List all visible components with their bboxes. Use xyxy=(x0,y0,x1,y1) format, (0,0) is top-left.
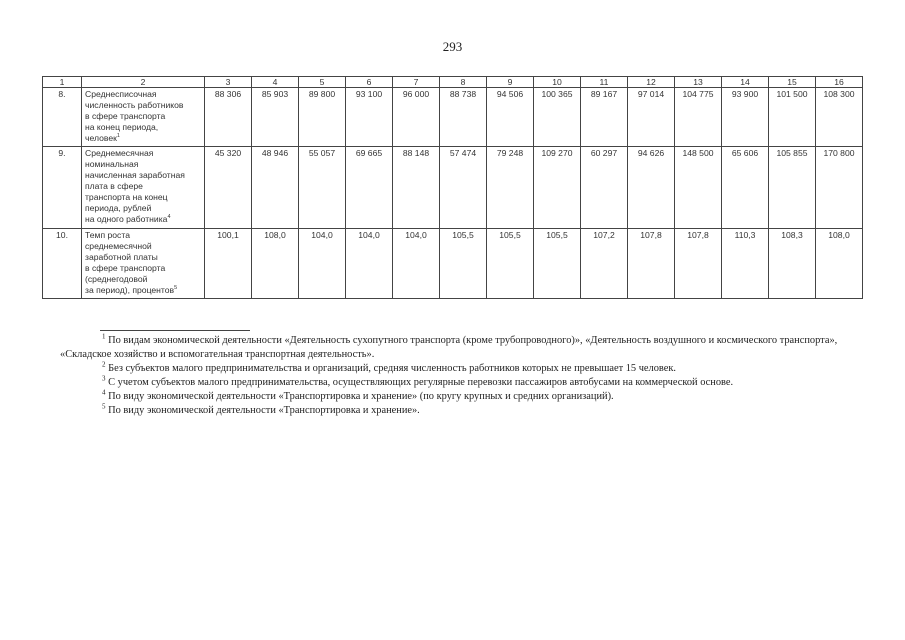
column-number: 1 xyxy=(43,77,82,88)
footnote-text: По виду экономической деятельности «Транспортировка и хранение» (по кругу крупных и средних организаций). xyxy=(108,391,614,402)
table-cell: 148 500 xyxy=(675,147,722,229)
indicator-name-line: на конец периода, xyxy=(85,122,159,132)
footnote xyxy=(60,362,860,376)
row-number: 10. xyxy=(43,229,82,299)
table-cell: 105,5 xyxy=(534,229,581,299)
statistics-table xyxy=(42,76,863,299)
indicator-name xyxy=(82,229,205,299)
table-cell: 69 665 xyxy=(346,147,393,229)
indicator-name-line: численность работников xyxy=(85,100,184,110)
table-cell: 104,0 xyxy=(346,229,393,299)
indicator-name-line: заработной платы xyxy=(85,252,158,262)
row-number: 9. xyxy=(43,147,82,229)
column-number: 2 xyxy=(82,77,205,88)
column-number: 10 xyxy=(534,77,581,88)
table-cell: 109 270 xyxy=(534,147,581,229)
table-cell: 85 903 xyxy=(252,88,299,147)
indicator-name xyxy=(82,88,205,147)
table-cell: 88 306 xyxy=(205,88,252,147)
table-cell: 79 248 xyxy=(487,147,534,229)
footnote-mark: 4 xyxy=(102,388,106,397)
footnote-text: С учетом субъектов малого предпринимательства, осуществляющих регулярные перевозки пассажиров автобусами на коммерческой основе. xyxy=(108,377,734,388)
footnote-mark: 4 xyxy=(167,214,171,221)
indicator-name-line: транспорта на конец xyxy=(85,192,168,202)
table-cell: 96 000 xyxy=(393,88,440,147)
table-cell: 100,1 xyxy=(205,229,252,299)
table-cell: 55 057 xyxy=(299,147,346,229)
indicator-name-line: начисленная заработная xyxy=(85,170,185,180)
table-cell: 97 014 xyxy=(628,88,675,147)
column-number: 8 xyxy=(440,77,487,88)
table-cell: 104,0 xyxy=(393,229,440,299)
table-row xyxy=(43,229,863,299)
indicator-name xyxy=(82,147,205,229)
table-row xyxy=(43,88,863,147)
indicator-name-line: в сфере транспорта xyxy=(85,263,166,273)
table-cell: 108,0 xyxy=(816,229,863,299)
indicator-name-line: человек xyxy=(85,133,117,143)
column-number: 3 xyxy=(205,77,252,88)
table-cell: 107,8 xyxy=(675,229,722,299)
footnote xyxy=(60,376,860,390)
indicator-name-line: плата в сфере xyxy=(85,181,143,191)
column-number: 13 xyxy=(675,77,722,88)
table-cell: 108 300 xyxy=(816,88,863,147)
page-number: 293 xyxy=(442,39,463,54)
table-cell: 108,0 xyxy=(252,229,299,299)
column-number: 14 xyxy=(722,77,769,88)
table-cell: 89 167 xyxy=(581,88,628,147)
column-number: 12 xyxy=(628,77,675,88)
footnotes xyxy=(60,334,860,418)
footnote-mark: 1 xyxy=(102,332,106,341)
indicator-name-line: среднемесячной xyxy=(85,241,152,251)
footnote-text: Без субъектов малого предпринимательства и организаций, средняя численность работников которых не превышает 15 человек. xyxy=(108,363,677,374)
footnote xyxy=(60,334,860,362)
footnote-mark: 1 xyxy=(116,133,120,140)
table-cell: 65 606 xyxy=(722,147,769,229)
table-cell: 101 500 xyxy=(769,88,816,147)
indicator-name-line: за период), процентов xyxy=(85,285,175,295)
indicator-name-line: Среднесписочная xyxy=(85,89,157,99)
footnote-mark: 5 xyxy=(174,285,178,292)
table-cell: 108,3 xyxy=(769,229,816,299)
column-number: 5 xyxy=(299,77,346,88)
table-cell: 94 506 xyxy=(487,88,534,147)
indicator-name-line: в сфере транспорта xyxy=(85,111,166,121)
table-cell: 60 297 xyxy=(581,147,628,229)
footnote-mark: 2 xyxy=(102,360,106,369)
table-cell: 88 738 xyxy=(440,88,487,147)
indicator-name-line: на одного работника xyxy=(85,214,168,224)
table-cell: 48 946 xyxy=(252,147,299,229)
footnote-divider xyxy=(100,330,250,331)
footnote-text: По видам экономической деятельности «Деятельность сухопутного транспорта (кроме трубопроводного)», «Деятельность воздушного и космического транспорта», «Складское хозяйство и вспомогательная транспортная деятельность». xyxy=(60,335,838,360)
column-number: 7 xyxy=(393,77,440,88)
table-cell: 107,2 xyxy=(581,229,628,299)
row-number: 8. xyxy=(43,88,82,147)
footnote-text: По виду экономической деятельности «Транспортировка и хранение». xyxy=(108,405,420,416)
footnote xyxy=(60,390,860,404)
column-numbers-row xyxy=(43,77,863,88)
column-number: 4 xyxy=(252,77,299,88)
footnote-mark: 3 xyxy=(102,374,106,383)
footnote-mark: 5 xyxy=(102,402,106,411)
table-cell: 93 900 xyxy=(722,88,769,147)
indicator-name-line: Среднемесячная xyxy=(85,148,154,158)
column-number: 16 xyxy=(816,77,863,88)
indicator-name-line: номинальная xyxy=(85,159,139,169)
table-cell: 93 100 xyxy=(346,88,393,147)
table-cell: 110,3 xyxy=(722,229,769,299)
column-number: 15 xyxy=(769,77,816,88)
indicator-name-line: (среднегодовой xyxy=(85,274,148,284)
table-cell: 104,0 xyxy=(299,229,346,299)
column-number: 6 xyxy=(346,77,393,88)
table-cell: 105 855 xyxy=(769,147,816,229)
table-cell: 89 800 xyxy=(299,88,346,147)
table-cell: 104 775 xyxy=(675,88,722,147)
table-cell: 57 474 xyxy=(440,147,487,229)
column-number: 9 xyxy=(487,77,534,88)
table-cell: 88 148 xyxy=(393,147,440,229)
table-cell: 45 320 xyxy=(205,147,252,229)
table-cell: 105,5 xyxy=(487,229,534,299)
table-cell: 100 365 xyxy=(534,88,581,147)
table-cell: 94 626 xyxy=(628,147,675,229)
table-cell: 170 800 xyxy=(816,147,863,229)
indicator-name-line: периода, рублей xyxy=(85,203,152,213)
table-cell: 105,5 xyxy=(440,229,487,299)
table-cell: 107,8 xyxy=(628,229,675,299)
column-number: 11 xyxy=(581,77,628,88)
table-row xyxy=(43,147,863,229)
indicator-name-line: Темп роста xyxy=(85,230,130,240)
footnote xyxy=(60,404,860,418)
